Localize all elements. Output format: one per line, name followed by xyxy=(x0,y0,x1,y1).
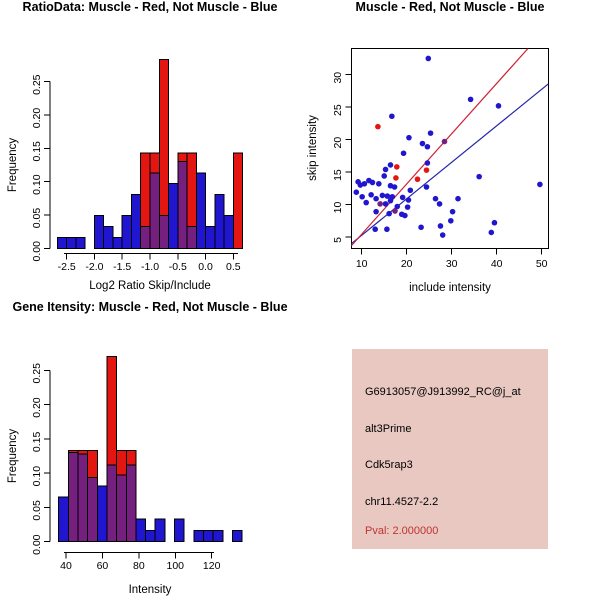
svg-text:0.0: 0.0 xyxy=(198,261,213,273)
svg-text:20: 20 xyxy=(332,136,344,149)
svg-text:0.00: 0.00 xyxy=(31,241,43,262)
svg-text:60: 60 xyxy=(96,560,109,572)
svg-text:0.5: 0.5 xyxy=(225,261,241,273)
svg-text:0.00: 0.00 xyxy=(31,534,43,555)
info-line-gene: Cdk5rap3 xyxy=(365,459,413,471)
scatter-ylabel: skip intensity xyxy=(307,115,319,181)
svg-text:0.25: 0.25 xyxy=(31,74,43,95)
info-line-pval: Pval: 2.000000 xyxy=(365,525,439,537)
svg-text:80: 80 xyxy=(133,560,145,572)
svg-text:25: 25 xyxy=(332,104,344,117)
scatter-chart xyxy=(300,0,600,300)
svg-text:-1.0: -1.0 xyxy=(140,261,160,273)
svg-text:0.10: 0.10 xyxy=(31,465,43,487)
gene-histogram-title: Gene Itensity: Muscle - Red, Not Muscle - Blue xyxy=(12,300,288,314)
svg-text:30: 30 xyxy=(445,258,458,270)
svg-text:15: 15 xyxy=(332,169,344,181)
panel-scatter xyxy=(300,0,600,300)
info-line-locus: chr11.4527-2.2 xyxy=(365,496,439,508)
panel-gene-histogram xyxy=(0,300,300,600)
scatter-xlabel: include intensity xyxy=(409,282,491,294)
panel-info xyxy=(300,300,600,600)
scatter-title: Muscle - Red, Not Muscle - Blue xyxy=(355,0,545,14)
svg-text:0.05: 0.05 xyxy=(31,207,43,229)
svg-text:100: 100 xyxy=(166,560,185,572)
ratio-histogram-xlabel: Log2 Ratio Skip/Include xyxy=(89,280,211,292)
svg-text:20: 20 xyxy=(400,258,413,270)
svg-text:50: 50 xyxy=(535,258,548,270)
svg-text:-0.5: -0.5 xyxy=(168,261,187,273)
svg-text:40: 40 xyxy=(490,258,503,270)
svg-text:-2.0: -2.0 xyxy=(85,261,104,273)
gene-histogram-ylabel: Frequency xyxy=(7,428,19,484)
svg-text:0.20: 0.20 xyxy=(31,397,43,418)
svg-text:0.20: 0.20 xyxy=(31,107,43,129)
gene-histogram-xlabel: Intensity xyxy=(128,584,172,596)
info-box xyxy=(352,349,548,549)
svg-text:-2.5: -2.5 xyxy=(57,261,76,273)
svg-text:10: 10 xyxy=(355,258,368,270)
svg-text:40: 40 xyxy=(60,560,72,572)
ratio-histogram-ylabel: Frequency xyxy=(7,137,19,193)
gene-histogram-chart xyxy=(0,300,300,600)
svg-text:0.10: 0.10 xyxy=(31,174,43,195)
svg-text:-1.5: -1.5 xyxy=(113,261,132,273)
svg-text:120: 120 xyxy=(202,560,221,572)
svg-text:0.25: 0.25 xyxy=(31,363,43,384)
svg-text:0.05: 0.05 xyxy=(31,500,43,521)
svg-text:5: 5 xyxy=(332,237,344,243)
panel-ratio-histogram xyxy=(0,0,300,300)
svg-text:30: 30 xyxy=(332,71,344,84)
svg-text:0.15: 0.15 xyxy=(31,141,43,162)
ratio-histogram-chart xyxy=(0,0,300,300)
ratio-histogram-title: RatioData: Muscle - Red, Not Muscle - Blue xyxy=(22,0,278,14)
info-line-splice-type: alt3Prime xyxy=(365,423,412,435)
svg-text:10: 10 xyxy=(332,201,344,214)
svg-text:0.15: 0.15 xyxy=(31,431,43,453)
info-line-probe-id: G6913057@J913992_RC@j_at xyxy=(365,386,521,398)
